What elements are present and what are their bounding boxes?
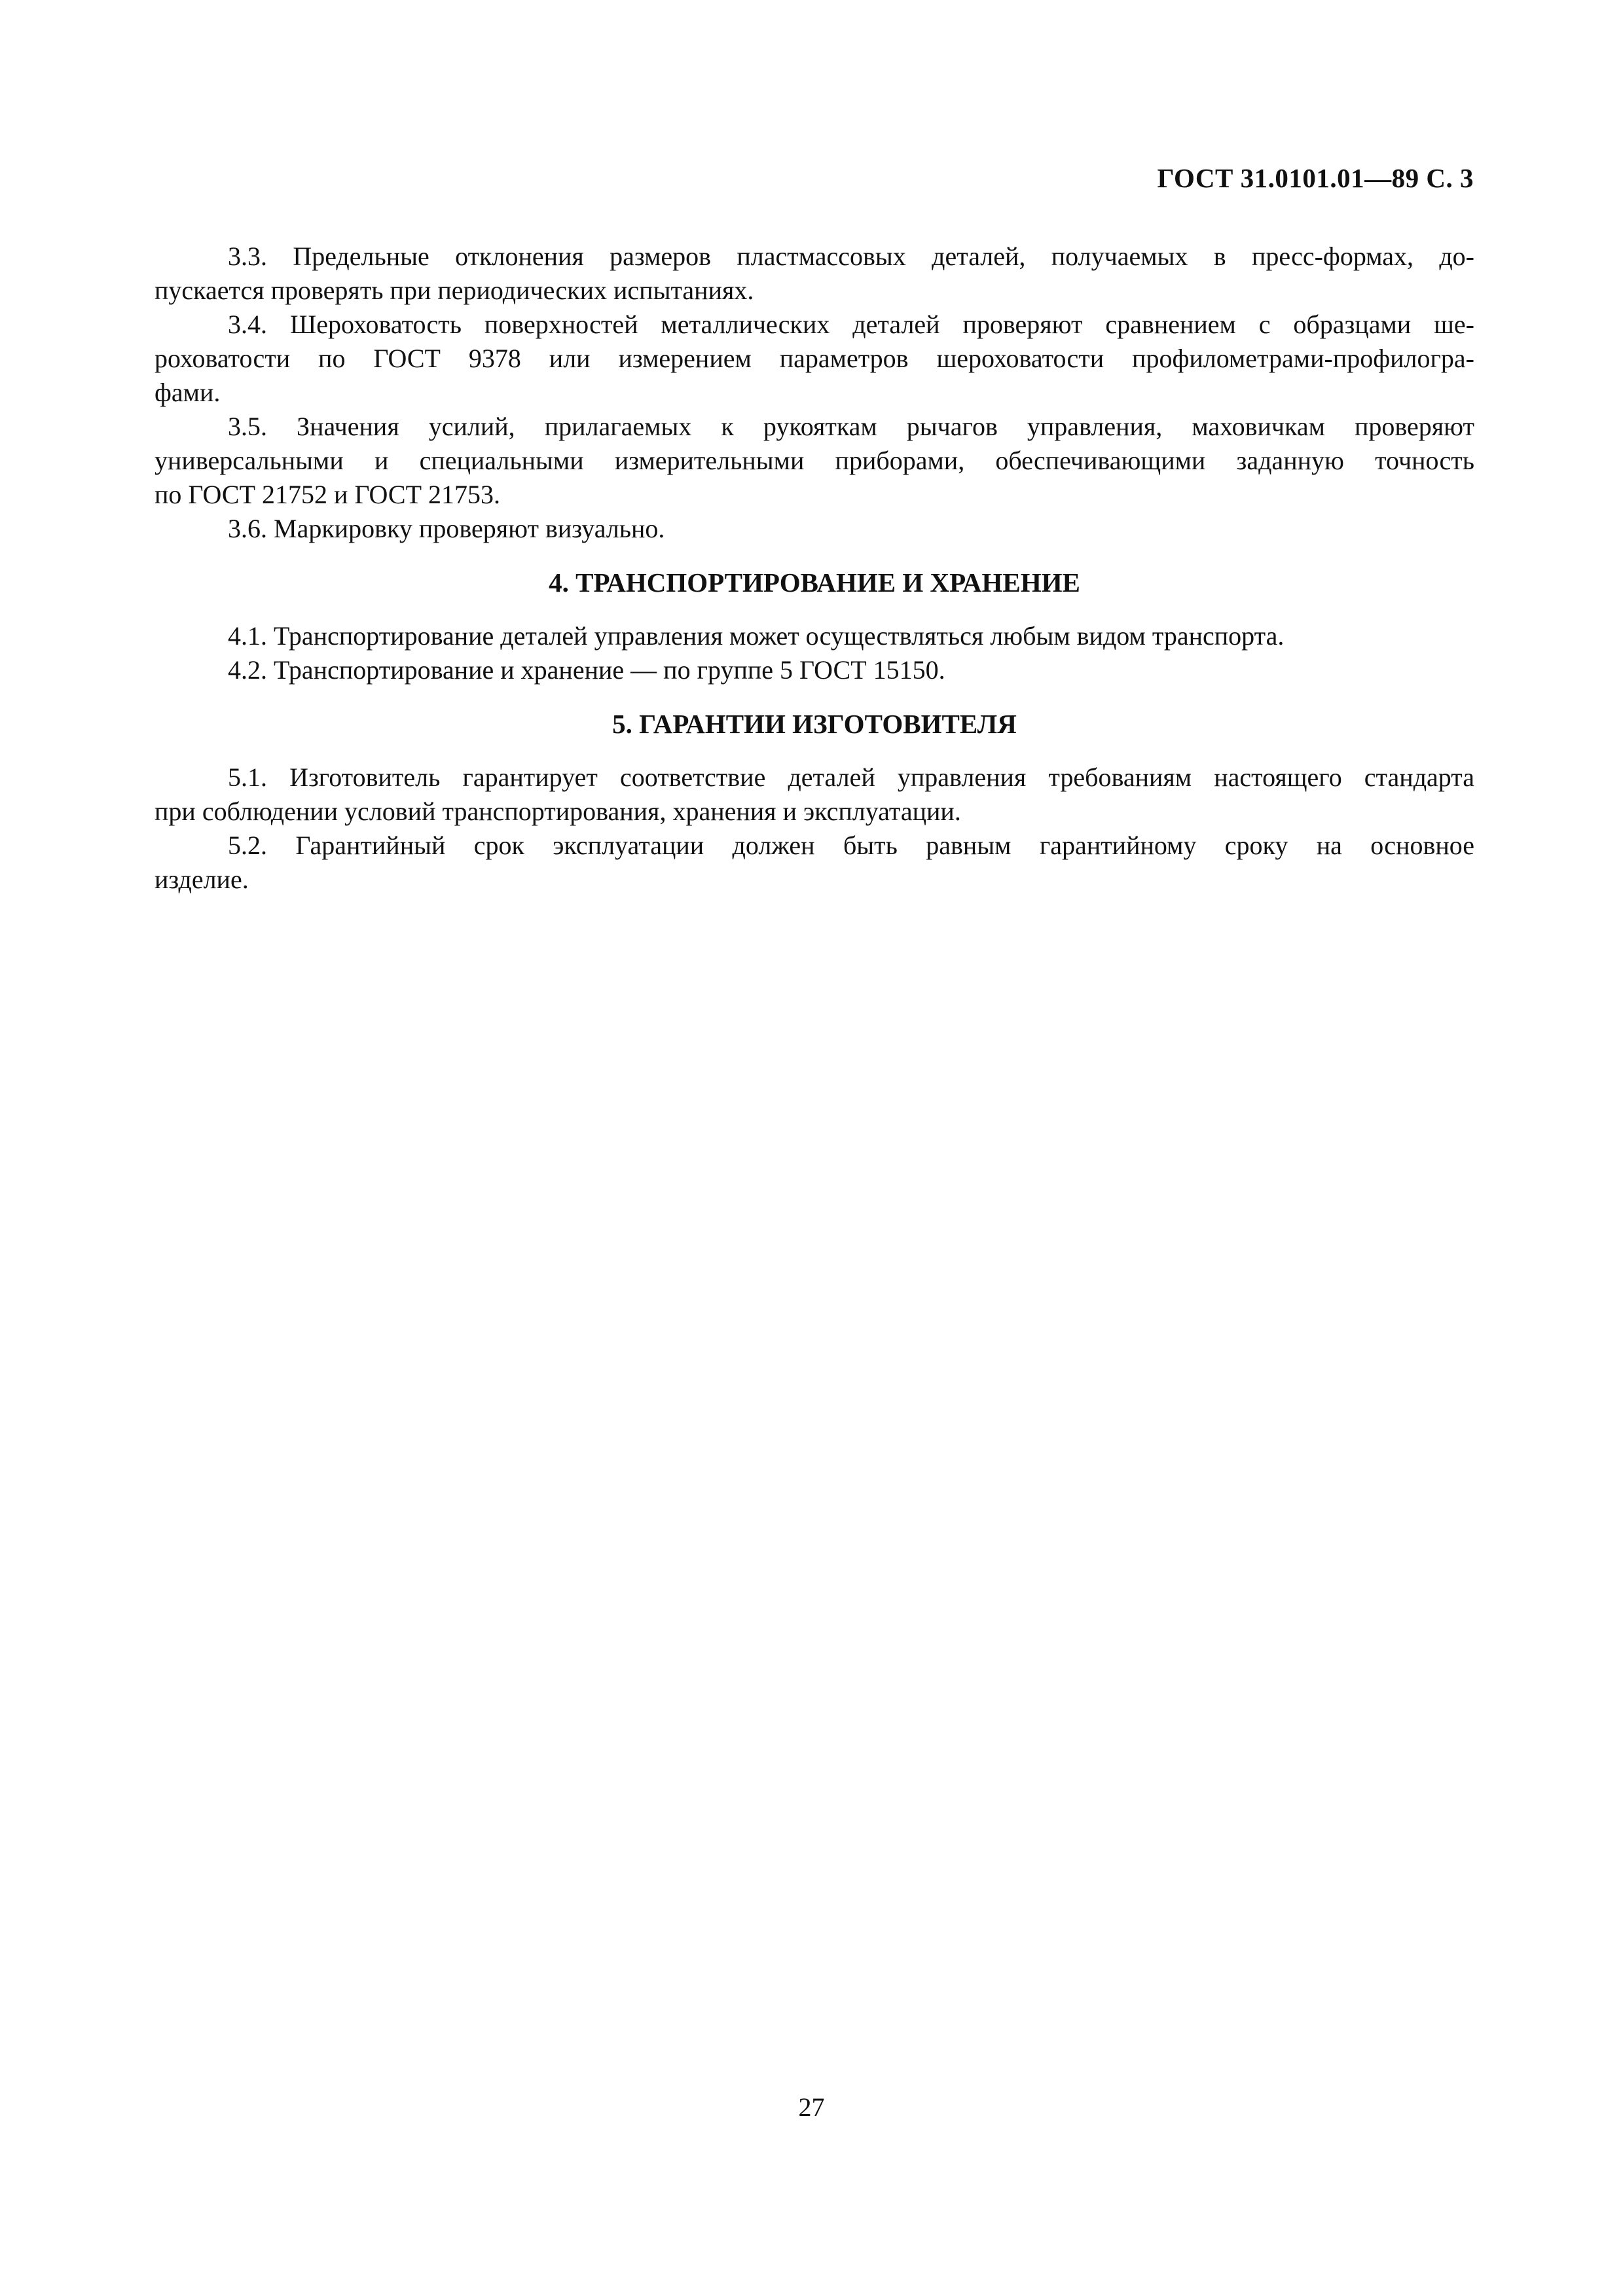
page-number: 27 — [798, 2092, 825, 2122]
paragraph-line: 4.2. Транспортирование и хранение — по группе 5 ГОСТ 15150. — [228, 655, 945, 685]
paragraph-line: 5.1. Изготовитель гарантирует соответствие деталей управления требованиям настоящего стандарта — [228, 762, 1474, 792]
paragraph-3-5 — [155, 410, 1474, 512]
paragraph-5-2 — [155, 829, 1474, 897]
paragraph-line: по ГОСТ 21752 и ГОСТ 21753. — [155, 480, 501, 509]
paragraph-line: 5.2. Гарантийный срок эксплуатации должен быть равным гарантийному сроку на основное — [228, 831, 1474, 860]
paragraph-line: 4.1. Транспортирование деталей управления может осуществляться любым видом транспорта. — [228, 621, 1285, 651]
section-title-4: 4. ТРАНСПОРТИРОВАНИЕ И ХРАНЕНИЕ — [549, 567, 1080, 598]
paragraph-line: универсальными и специальными измерительными приборами, обеспечивающими заданную точность — [155, 446, 1474, 475]
paragraph-5-1 — [155, 761, 1474, 829]
paragraph-4-2 — [155, 653, 1474, 687]
page-header-doc-ref: ГОСТ 31.0101.01—89 С. 3 — [1157, 163, 1474, 193]
paragraph-line: при соблюдении условий транспортирования, хранения и эксплуатации. — [155, 797, 961, 826]
paragraph-line: роховатости по ГОСТ 9378 или измерением параметров шероховатости профилометрами-профилогра- — [155, 344, 1474, 373]
document-body — [155, 240, 1474, 897]
paragraph-line: 3.4. Шероховатость поверхностей металлических деталей проверяют сравнением с образцами ше- — [228, 310, 1474, 339]
paragraph-line: изделие. — [155, 865, 249, 894]
paragraph-line: 3.6. Маркировку проверяют визуально. — [228, 514, 665, 543]
section-title-5: 5. ГАРАНТИИ ИЗГОТОВИТЕЛЯ — [612, 709, 1017, 739]
paragraph-3-3 — [155, 240, 1474, 308]
paragraph-line: фами. — [155, 378, 221, 407]
paragraph-4-1 — [155, 619, 1474, 653]
paragraph-3-6 — [155, 512, 1474, 546]
paragraph-line: 3.3. Предельные отклонения размеров пластмассовых деталей, получаемых в пресс-формах, до- — [228, 242, 1474, 271]
paragraph-line: 3.5. Значения усилий, прилагаемых к рукояткам рычагов управления, маховичкам проверяют — [228, 412, 1474, 441]
paragraph-3-4 — [155, 308, 1474, 410]
paragraph-line: пускается проверять при периодических испытаниях. — [155, 276, 754, 305]
